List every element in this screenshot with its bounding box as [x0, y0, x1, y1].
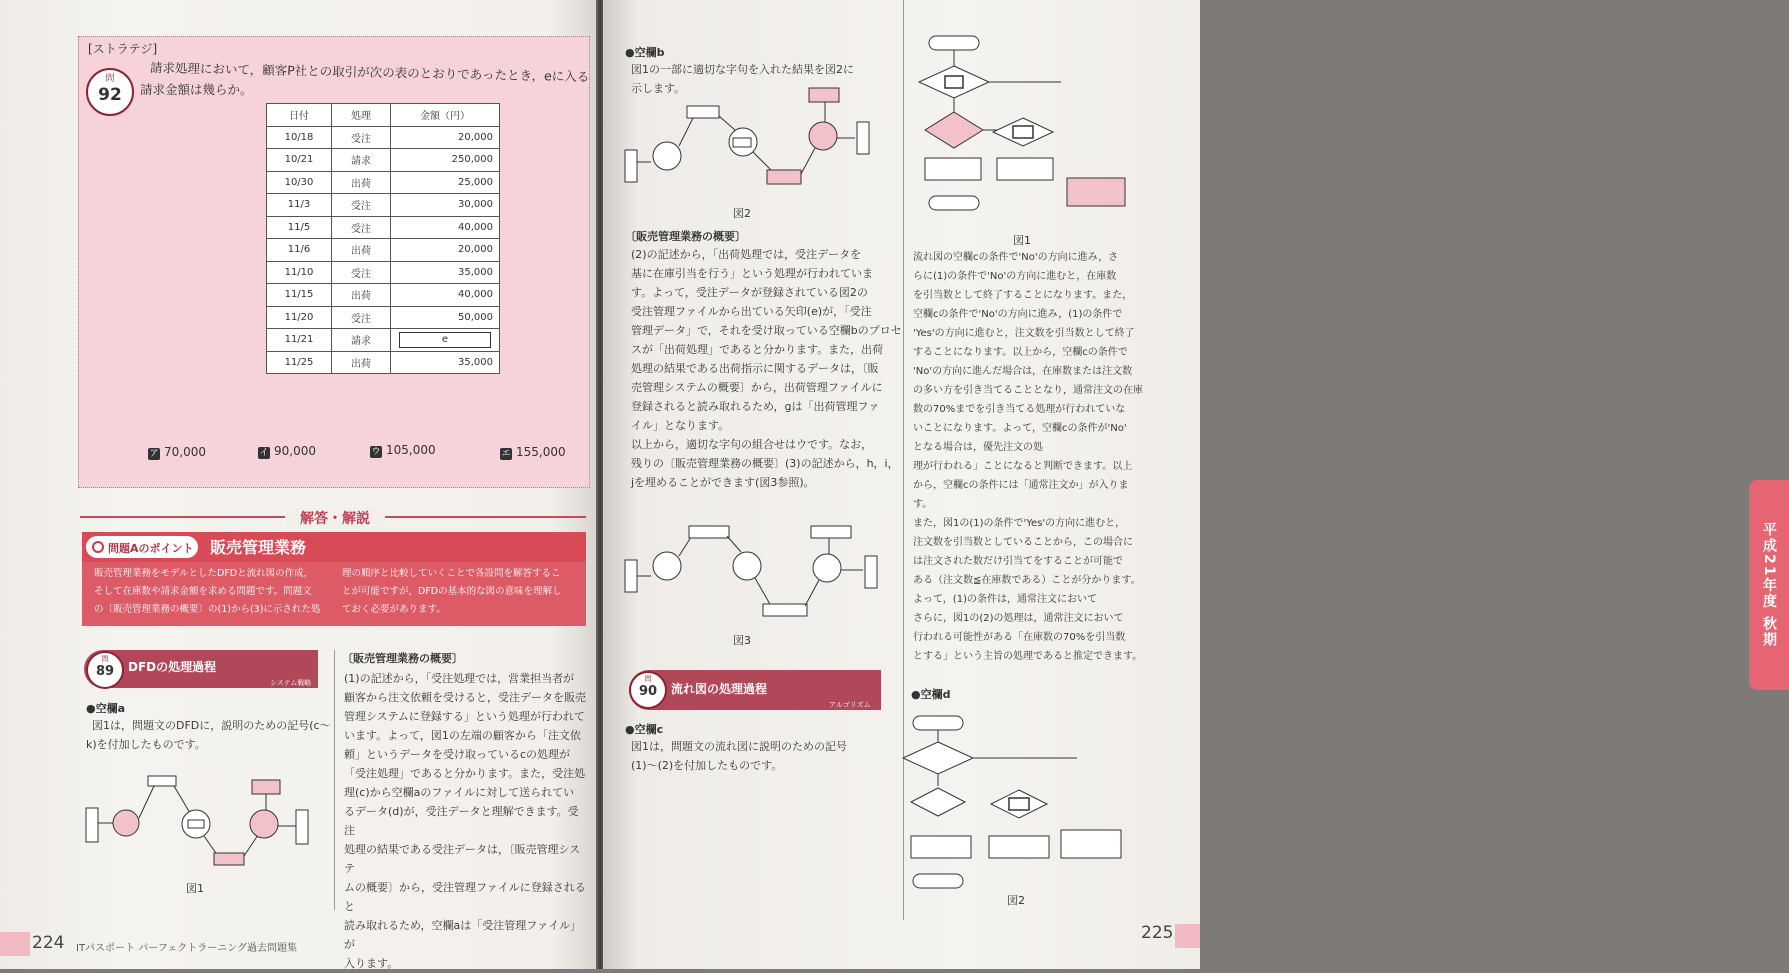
overview-line: 理(c)から空欄aのファイルに対して送られてい	[344, 786, 575, 799]
table-row	[267, 149, 500, 172]
overview-line: 管理データ」で，それを受け取っている空欄bのプロセ	[631, 324, 902, 337]
point-body-line: の〔販売管理業務の概要〕の(1)から(3)に示された処	[94, 604, 321, 615]
point-body-col2	[342, 565, 582, 619]
fig1-label: 図1	[186, 882, 204, 895]
table-cell: 25,000	[391, 171, 500, 194]
section-label: 問	[101, 655, 109, 663]
choice-mark: ウ	[371, 447, 381, 457]
table-cell: 20,000	[391, 239, 500, 262]
col2-line: は注文された数だけ引当てをすることが可能で	[913, 556, 1123, 567]
col2-fig1-label: 図1	[1013, 234, 1031, 247]
choice-value: 70,000	[164, 445, 206, 459]
col2-line: 'No'の方向に進んだ場合は，在庫数または注文数	[913, 366, 1133, 377]
section-number: 89	[95, 664, 115, 679]
overview-line: スが「出荷処理」であると分かります。また，出荷	[631, 343, 884, 356]
table-cell: 40,000	[391, 216, 500, 239]
flowchart-figure-2	[907, 712, 1127, 890]
col2-line: さらに，図1の(2)の処理は，通常注文において	[913, 613, 1124, 624]
col2-line: となる場合は，優先注文の処	[913, 442, 1043, 453]
page-corner-tab-right	[1175, 924, 1200, 948]
table-header-row	[267, 104, 500, 127]
left-page	[0, 0, 598, 969]
overview-heading: 〔販売管理業務の概要〕	[342, 652, 463, 665]
overview-line: 頼」というデータを受け取っているcの処理が	[344, 748, 571, 761]
section-number: 90	[638, 684, 658, 699]
overview-text-right	[631, 245, 903, 492]
overview-line: 受注管理ファイルから出ている矢印(e)が，「受注	[631, 305, 872, 318]
col2-line: らに(1)の条件で'No'の方向に進むと，在庫数	[913, 271, 1117, 282]
col2-line: の多い方を引き当てることとなり，通常注文の在庫	[913, 385, 1143, 396]
choice-value: 155,000	[516, 445, 566, 459]
col2-line: 'Yes'の方向に進むと，注文数を引当数として終了	[913, 328, 1135, 339]
overview-text	[344, 669, 588, 973]
col2-line: とする」という主旨の処理であると推定できます。	[913, 651, 1143, 662]
table-row	[267, 306, 500, 329]
section-label: 問	[644, 675, 652, 683]
blank-b-heading: ●空欄b	[625, 46, 665, 59]
table-header-cell: 処理	[332, 104, 391, 127]
point-body-line: 販売管理業務をモデルとしたDFDと流れ図の作成，	[94, 568, 314, 579]
page-number-left: 224	[32, 933, 65, 953]
overview-line: 「受注処理」であると分かります。また，受注処	[344, 767, 586, 780]
table-row	[267, 216, 500, 239]
table-cell: 11/3	[267, 194, 332, 217]
overview-line: 基に在庫引当を行う」という処理が行われていま	[631, 267, 873, 280]
table-cell: 請求	[332, 149, 391, 172]
blank-b-line: 示します。	[631, 82, 686, 95]
point-body-line: 理の順序と比較していくことで各設問を解答するこ	[342, 568, 561, 579]
table-cell: 40,000	[391, 284, 500, 307]
table-cell: 30,000	[391, 194, 500, 217]
col2-line: 注文数を引当数としていることから，この場合に	[913, 537, 1133, 548]
overview-line: す。よって，受注データが登録されている図2の	[631, 286, 868, 299]
table-cell: 受注	[332, 126, 391, 149]
section-89-badge	[86, 651, 124, 689]
section-90-badge	[629, 671, 667, 709]
overview-line: 管理システムに登録する」という処理が行われて	[344, 710, 585, 723]
overview-line: ムの概要〕から，受注管理ファイルに登録されると	[344, 881, 586, 913]
overview-line: 残りの〔販売管理業務の概要〕(3)の記述から，h，i，	[631, 457, 899, 470]
table-row	[267, 239, 500, 262]
column-divider-right	[903, 0, 904, 920]
overview-line: 処理の結果である受注データは，〔販売管理システ	[344, 843, 581, 875]
question-text-2: 請求金額は幾らか。	[140, 82, 253, 97]
page-number-right: 225	[1141, 923, 1174, 943]
col2-line: 数の70%までを引き当てる処理が行われていな	[913, 404, 1126, 415]
overview-line: 顧客から注文依頼を受けると，受注データを販売	[344, 691, 586, 704]
table-cell: 10/18	[267, 126, 332, 149]
choice-mark: ア	[149, 449, 159, 459]
table-cell: 35,000	[391, 351, 500, 374]
overview-line: います。よって，図1の左端の顧客から「注文依	[344, 729, 581, 742]
blank-c-line: 図1は，問題文の流れ図に説明のための記号	[631, 740, 847, 753]
table-cell: 10/30	[267, 171, 332, 194]
overview-line: 登録されると読み取れるため，gは「出荷管理ファ	[631, 400, 880, 413]
table-cell: 11/10	[267, 261, 332, 284]
table-cell: 11/21	[267, 329, 332, 352]
section-90-title: 流れ図の処理過程	[671, 682, 768, 696]
question-text-1: 請求処理において，顧客P社との取引が次の表のとおりであったとき，eに入る	[149, 60, 590, 85]
choice-mark: エ	[501, 449, 511, 459]
col2-line: 理が行われる」ことになると判断できます。以上	[913, 461, 1133, 472]
col2-line: を引当数として終了することになります。また，	[913, 290, 1133, 301]
choice-mark: イ	[259, 448, 269, 458]
point-body-line: とが可能ですが，DFDの基本的な図の意味を理解し	[342, 586, 562, 597]
overview-line: 処理の結果である出荷指示に関するデータは，〔販	[631, 362, 879, 375]
choice-d	[500, 445, 566, 460]
choice-value: 105,000	[386, 443, 436, 457]
table-row	[267, 284, 500, 307]
table-cell: 受注	[332, 306, 391, 329]
col2-line: から，空欄cの条件には「通常注文か」が入ります。	[913, 480, 1129, 510]
point-title: 販売管理業務	[210, 538, 307, 557]
col2-line: また，図1の(1)の条件で'Yes'の方向に進むと，	[913, 518, 1126, 529]
blank-e: e	[399, 332, 491, 348]
table-row	[267, 261, 500, 284]
table-row	[267, 126, 500, 149]
table-cell: 出荷	[332, 351, 391, 374]
table-cell: 受注	[332, 261, 391, 284]
blank-a-text-1: 図1は，問題文のDFDに，説明のための記号(c～	[92, 719, 331, 732]
col2-fig2-label: 図2	[1007, 894, 1025, 907]
col2-line: 行われる可能性がある「在庫数の70%を引当数	[913, 632, 1126, 643]
blank-d-heading: ●空欄d	[911, 688, 951, 701]
overview-line: 売管理システムの概要〕から，出荷管理ファイルに	[631, 381, 883, 394]
overview-line: イル」となります。	[631, 419, 730, 432]
overview-line: jを埋めることができます(図3参照)。	[631, 476, 815, 489]
fig3-label: 図3	[733, 634, 751, 647]
col2-line: 流れ図の空欄cの条件で'No'の方向に進み，さ	[913, 252, 1119, 263]
right-page	[603, 0, 1777, 969]
table-row	[267, 171, 500, 194]
overview-line: 入ります。	[344, 957, 399, 970]
point-body-col1	[94, 565, 334, 619]
book-title: ITパスポート パーフェクトラーニング過去問題集	[76, 943, 298, 954]
table-cell: 受注	[332, 194, 391, 217]
table-cell-blank	[391, 329, 500, 352]
overview-line: るデータ(d)が，受注データと理解できます。受注	[344, 805, 579, 837]
col2-line: 空欄cの条件で'No'の方向に進み，(1)の条件で	[913, 309, 1123, 320]
table-cell: 250,000	[391, 149, 500, 172]
blank-c-heading: ●空欄c	[625, 723, 664, 736]
dfd-figure-2	[623, 84, 883, 196]
col2-text	[913, 248, 1143, 666]
blank-c-text	[631, 737, 901, 775]
blank-c-line: (1)～(2)を付加したものです。	[631, 759, 783, 772]
col2-line: することになります。以上から，空欄cの条件で	[913, 347, 1128, 358]
table-cell: 11/15	[267, 284, 332, 307]
table-cell: 出荷	[332, 284, 391, 307]
table-cell: 20,000	[391, 126, 500, 149]
transaction-table	[266, 103, 500, 374]
choice-value: 90,000	[274, 444, 316, 458]
dfd-figure-1	[84, 768, 324, 876]
table-cell: 出荷	[332, 239, 391, 262]
table-header-cell: 日付	[267, 104, 332, 127]
section-89-tag: システム戦略	[270, 679, 312, 687]
blank-b-line: 図1の一部に適切な字句を入れた結果を図2に	[631, 63, 854, 76]
strategy-label: [ストラテジ]	[88, 42, 158, 56]
col2-line: ある（注文数≦在庫数である）ことが分かります。	[913, 575, 1141, 586]
overview-line: 以上から，適切な字句の組合せはウです。なお，	[631, 438, 873, 451]
col2-line: よって，(1)の条件は，通常注文において	[913, 594, 1097, 605]
table-row	[267, 194, 500, 217]
overview-heading-right: 〔販売管理業務の概要〕	[625, 230, 746, 243]
table-cell: 11/6	[267, 239, 332, 262]
point-body-line: ておく必要があります。	[342, 604, 446, 615]
section-90-tag: アルゴリズム	[829, 701, 871, 709]
section-89-title: DFDの処理過程	[128, 660, 217, 674]
table-cell: 11/20	[267, 306, 332, 329]
table-cell: 請求	[332, 329, 391, 352]
dfd-figure-3	[623, 520, 893, 624]
table-row	[267, 351, 500, 374]
choice-a	[148, 445, 206, 460]
overview-line: (1)の記述から，「受注処理では，営業担当者が	[344, 672, 575, 685]
col2-line: いことになります。よって，空欄cの条件が'No'	[913, 423, 1127, 434]
year-side-tab: 平成21年度 秋期	[1749, 480, 1789, 690]
table-cell: 11/25	[267, 351, 332, 374]
flowchart-figure-1	[911, 28, 1139, 214]
table-cell: 50,000	[391, 306, 500, 329]
question-label: 問	[105, 74, 115, 84]
overview-line: (2)の記述から，「出荷処理では，受注データを	[631, 248, 862, 261]
point-body-line: そして在庫数や請求金額を求める問題です。問題文	[94, 586, 312, 597]
circle-icon	[92, 541, 104, 553]
table-cell: 35,000	[391, 261, 500, 284]
blank-a-text-2: k)を付加したものです。	[86, 738, 206, 751]
question-number-badge	[86, 68, 134, 116]
overview-line: 読み取れるため，空欄aは「受注管理ファイル」が	[344, 919, 582, 951]
question-number: 92	[98, 85, 122, 105]
table-cell: 出荷	[332, 171, 391, 194]
blank-a-heading: ●空欄a	[86, 702, 126, 715]
table-cell: 受注	[332, 216, 391, 239]
page-corner-tab	[0, 932, 30, 956]
choice-b	[258, 444, 316, 459]
table-cell: 10/21	[267, 149, 332, 172]
point-label: 問題Aのポイント	[108, 542, 194, 555]
table-row	[267, 329, 500, 352]
fig2-label: 図2	[733, 207, 751, 220]
answer-header: 解答・解説	[285, 508, 385, 528]
column-divider	[334, 650, 335, 910]
table-header-cell: 金額（円）	[391, 104, 500, 127]
choice-c	[370, 443, 436, 458]
table-cell: 11/5	[267, 216, 332, 239]
